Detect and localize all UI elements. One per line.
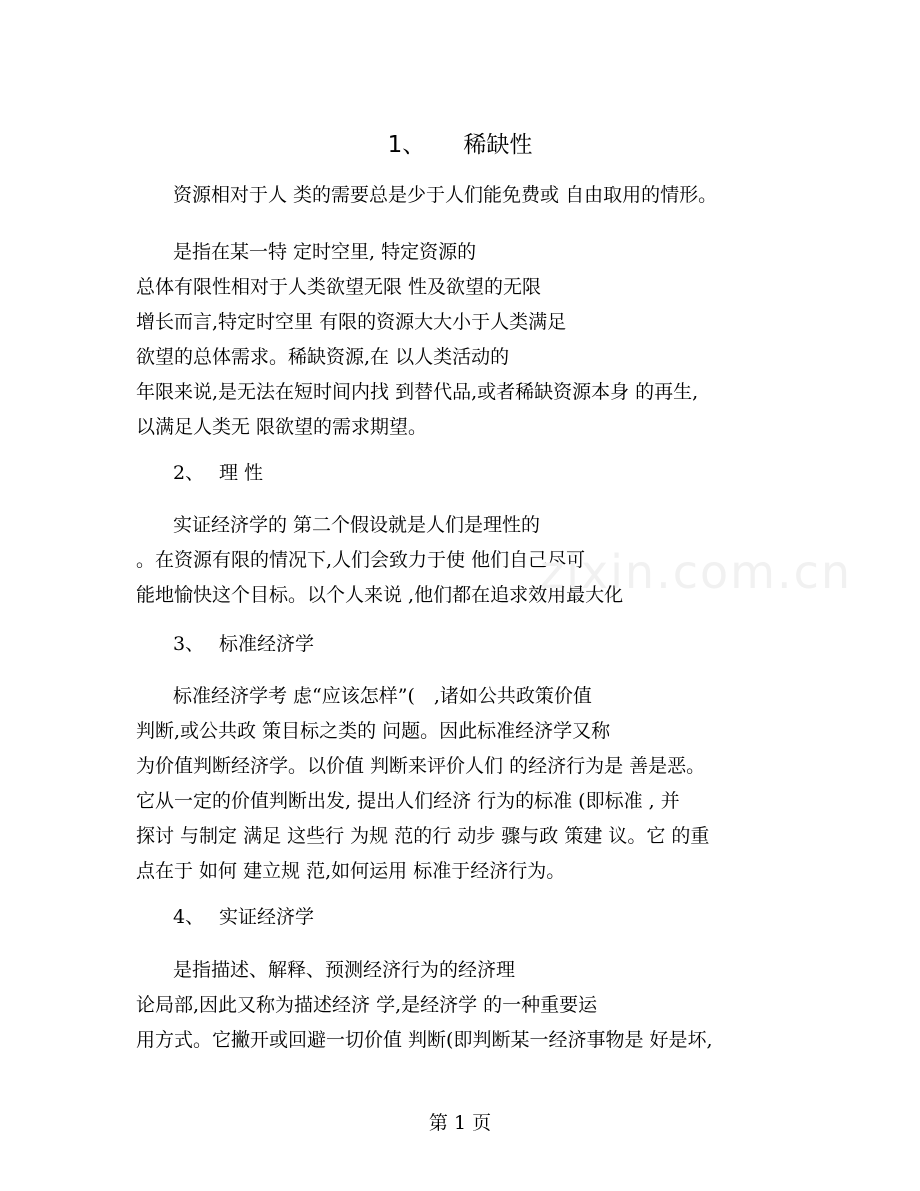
text-line: 是指在某一特 定时空里, 特定资源的	[173, 241, 477, 263]
text-line: 判断,或公共政 策目标之类的 问题。因此标准经济学又称	[136, 720, 611, 742]
paragraph-normative	[136, 679, 796, 889]
text-line: 用方式。它撇开或回避一切价值 判断(即判断某一经济事物是 好是坏,	[136, 1029, 713, 1051]
paragraph-scarcity-detail	[136, 235, 796, 445]
text-line: 资源相对于人 类的需要总是少于人们能免费或 自由取用的情形。	[173, 184, 718, 206]
section-number: 1、	[387, 132, 426, 158]
text-line: 。在资源有限的情况下,人们会致力于使 他们自己尽可	[136, 549, 586, 571]
heading-text: 标准经济学	[219, 633, 315, 655]
text-line: 增长而言,特定时空里 有限的资源大大小于人类满足	[136, 311, 567, 333]
text-line: 是指描述、解释、预测经济行为的经济理	[173, 959, 516, 981]
heading-text: 实证经济学	[219, 906, 315, 928]
heading-text: 理 性	[219, 462, 264, 484]
text-line: 总体有限性相对于人类欲望无限 性及欲望的无限	[136, 276, 542, 298]
text-line: 它从一定的价值判断出发, 提出人们经济 行为的标准 (即标准 , 并	[136, 790, 680, 812]
paragraph-scarcity-definition	[136, 178, 796, 213]
text-line: 标准经济学考 虑“应该怎样”( ,诸如公共政策价值	[173, 685, 592, 707]
heading-number: 3、	[173, 633, 205, 655]
heading-number: 2、	[173, 462, 205, 484]
section-title	[0, 128, 920, 162]
text-line: 论局部,因此又称为描述经济 学,是经济学 的一种重要运	[136, 994, 598, 1016]
text-line: 点在于 如何 建立规 范,如何运用 标准于经济行为。	[136, 860, 566, 882]
text-line: 以满足人类无 限欲望的需求期望。	[136, 416, 428, 438]
section-heading-rationality	[173, 458, 263, 488]
section-title-text: 稀缺性	[463, 132, 533, 158]
text-line: 实证经济学的 第二个假设就是人们是理性的	[173, 514, 541, 536]
page-number: 第 1 页	[428, 1112, 492, 1134]
heading-number: 4、	[173, 906, 205, 928]
text-line: 探讨 与制定 满足 这些行 为规 范的行 动步 骤与政 策建 议。它 的重	[136, 825, 710, 847]
section-heading-positive	[173, 902, 314, 932]
watermark: zixin.com.cn	[540, 545, 853, 599]
text-line: 年限来说,是无法在短时间内找 到替代品,或者稀缺资源本身 的再生,	[136, 381, 699, 403]
paragraph-positive	[136, 953, 796, 1058]
section-heading-normative	[173, 629, 314, 659]
text-line: 能地愉快这个目标。以个人来说 ,他们都在追求效用最大化	[136, 584, 624, 606]
text-line: 为价值判断经济学。以价值 判断来评价人们 的经济行为是 善是恶。	[136, 755, 706, 777]
text-line: 欲望的总体需求。稀缺资源,在 以人类活动的	[136, 346, 510, 368]
